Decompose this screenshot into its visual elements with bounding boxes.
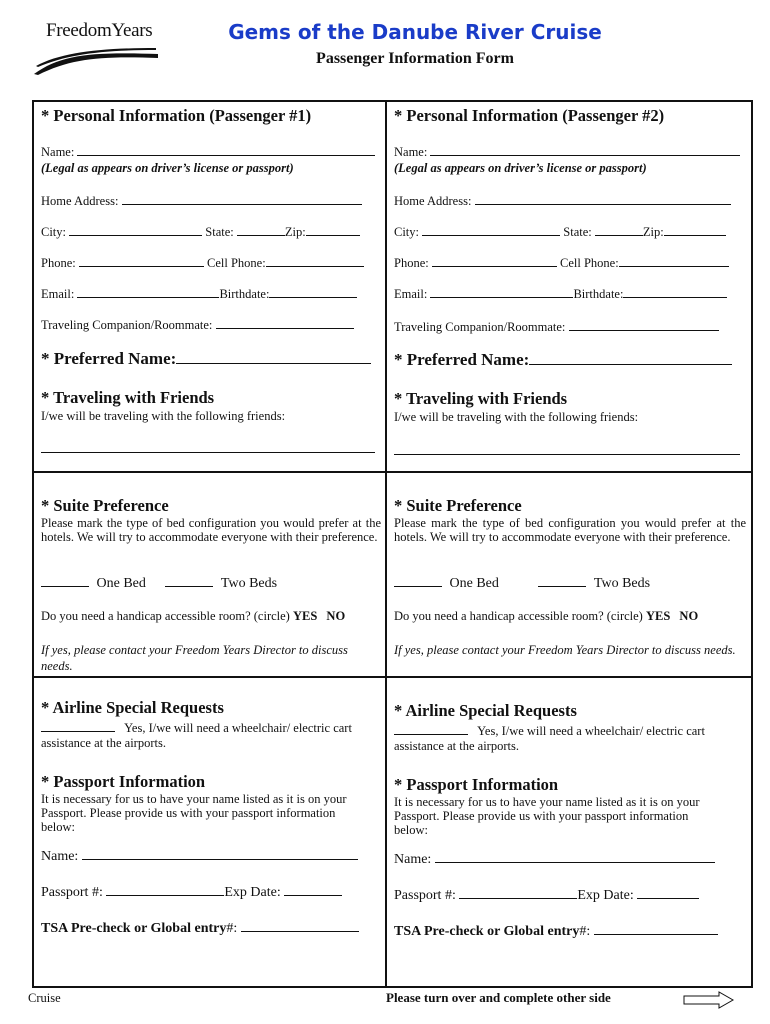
p1-no-option[interactable]: NO	[326, 609, 346, 623]
p1-bed-row	[41, 575, 277, 592]
one-bed-label: One Bed	[449, 576, 499, 591]
p2-yes-option[interactable]: YES	[645, 609, 671, 623]
logo-text: FreedomYears	[46, 20, 153, 41]
email-label: Email:	[394, 287, 428, 301]
p2-tsa-row	[394, 923, 718, 940]
p1-exp-field[interactable]	[284, 884, 342, 896]
cell-phone-label: Cell Phone:	[206, 256, 266, 270]
birthdate-label: Birthdate:	[219, 287, 270, 301]
phone-label: Phone:	[394, 256, 429, 270]
exp-date-label: Exp Date:	[577, 888, 634, 903]
p2-email-field[interactable]	[430, 286, 573, 298]
two-beds-label: Two Beds	[593, 576, 651, 591]
p1-handicap-row	[41, 609, 345, 624]
p2-name-row	[394, 144, 740, 160]
p2-name-field[interactable]	[430, 144, 740, 156]
passenger2-heading: * Personal Information (Passenger #2)	[394, 106, 665, 125]
wheelchair-text: Yes, I/we will need a wheelchair/ electric cart	[477, 724, 705, 738]
email-label: Email:	[41, 287, 75, 301]
wheelchair-text-2: assistance at the airports.	[41, 736, 166, 750]
state-label: State:	[205, 225, 234, 239]
p1-yes-option[interactable]: YES	[292, 609, 318, 623]
cell-phone-label: Cell Phone:	[559, 256, 619, 270]
p2-zip-field[interactable]	[664, 224, 726, 236]
legal-note: (Legal as appears on driver’s license or passport)	[41, 161, 294, 175]
friends-text: I/we will be traveling with the following friends:	[41, 409, 286, 423]
airline-heading: * Airline Special Requests	[41, 698, 224, 717]
p1-passport-row	[41, 884, 342, 901]
p2-passport-name-field[interactable]	[435, 851, 715, 863]
passport-name-label: Name:	[41, 849, 79, 864]
birthdate-label: Birthdate:	[573, 287, 624, 301]
p2-exp-field[interactable]	[637, 887, 699, 899]
p2-passport-row	[394, 887, 699, 904]
p1-phone-field[interactable]	[79, 255, 204, 267]
p1-preferred-name-row	[41, 349, 371, 369]
city-label: City:	[394, 225, 420, 239]
p1-name-row	[41, 144, 375, 160]
wheelchair-text-2: assistance at the airports.	[394, 739, 519, 753]
p1-wheelchair-field[interactable]	[41, 720, 115, 732]
section-divider-2	[32, 676, 753, 678]
p1-passport-name-row	[41, 848, 358, 865]
p1-companion-field[interactable]	[216, 317, 354, 329]
page-title: Gems of the Danube River Cruise	[228, 20, 602, 44]
footer-instruction: Please turn over and complete other side	[386, 990, 611, 1005]
p2-bed-row	[394, 575, 650, 592]
tsa-label: TSA Pre-check or Global entry	[394, 924, 580, 939]
home-address-label: Home Address:	[394, 194, 472, 208]
p1-wheelchair-row	[41, 720, 352, 735]
friends-heading: * Traveling with Friends	[394, 389, 568, 408]
passport-text: It is necessary for us to have your name listed as it is on your Passport. Please provide us with your passport information below:	[394, 795, 700, 837]
zip-label: Zip:	[642, 225, 664, 239]
p1-two-beds-field[interactable]	[165, 575, 213, 587]
companion-label: Traveling Companion/Roommate:	[394, 320, 566, 334]
p1-birthdate-field[interactable]	[269, 286, 357, 298]
p1-passport-field[interactable]	[106, 884, 224, 896]
state-label: State:	[563, 225, 592, 239]
name-label: Name:	[41, 145, 75, 159]
p2-companion-field[interactable]	[569, 319, 719, 331]
column-divider	[385, 100, 387, 988]
p2-friends-field[interactable]	[394, 454, 740, 455]
p2-handicap-row	[394, 609, 698, 624]
p2-passport-name-row	[394, 851, 715, 868]
suite-heading: * Suite Preference	[394, 496, 522, 515]
airline-heading: * Airline Special Requests	[394, 701, 577, 720]
p2-city-field[interactable]	[422, 224, 560, 236]
p2-no-option[interactable]: NO	[679, 609, 699, 623]
p2-address-row	[394, 193, 731, 209]
p1-tsa-field[interactable]	[241, 920, 359, 932]
passport-text: It is necessary for us to have your name listed as it is on your Passport. Please provide us with your passport information below:	[41, 792, 347, 834]
friends-heading: * Traveling with Friends	[41, 388, 215, 407]
suite-heading: * Suite Preference	[41, 496, 169, 515]
preferred-name-label: * Preferred Name:	[394, 350, 530, 369]
tsa-suffix: #:	[226, 921, 238, 936]
p2-city-row	[394, 224, 726, 240]
p1-city-row	[41, 224, 360, 240]
zip-label: Zip:	[284, 225, 306, 239]
phone-label: Phone:	[41, 256, 76, 270]
p1-cell-field[interactable]	[266, 255, 364, 267]
p2-preferred-name-row	[394, 350, 732, 370]
contact-note: If yes, please contact your Freedom Years Director to discuss needs.	[41, 643, 348, 673]
wheelchair-text: Yes, I/we will need a wheelchair/ electric cart	[124, 721, 352, 735]
p1-friends-field[interactable]	[41, 452, 375, 453]
exp-date-label: Exp Date:	[224, 885, 281, 900]
p2-wheelchair-field[interactable]	[394, 723, 468, 735]
p2-companion-row	[394, 319, 719, 335]
p2-one-bed-field[interactable]	[394, 575, 442, 587]
suite-text: Please mark the type of bed configuration you would prefer at the hotels. We will try to accommodate everyone with their preference.	[394, 516, 746, 544]
city-label: City:	[41, 225, 67, 239]
p2-preferred-name-field[interactable]	[529, 350, 732, 365]
p2-birthdate-field[interactable]	[623, 286, 727, 298]
p2-phone-row	[394, 255, 729, 271]
handicap-question: Do you need a handicap accessible room? (circle)	[394, 609, 643, 623]
p1-address-field[interactable]	[122, 193, 362, 205]
p2-passport-field[interactable]	[459, 887, 577, 899]
p2-phone-field[interactable]	[432, 255, 557, 267]
section-divider-1	[32, 471, 753, 473]
legal-note: (Legal as appears on driver’s license or passport)	[394, 161, 647, 175]
footer-left-label: Cruise	[28, 991, 61, 1005]
p2-wheelchair-row	[394, 723, 705, 738]
p1-state-field[interactable]	[237, 224, 285, 236]
passenger1-heading: * Personal Information (Passenger #1)	[41, 106, 312, 125]
p1-city-field[interactable]	[69, 224, 202, 236]
preferred-name-label: * Preferred Name:	[41, 349, 177, 368]
companion-label: Traveling Companion/Roommate:	[41, 318, 213, 332]
p1-name-field[interactable]	[77, 144, 375, 156]
passport-heading: * Passport Information	[394, 775, 559, 794]
p1-email-row	[41, 286, 357, 302]
p2-tsa-field[interactable]	[594, 923, 718, 935]
p2-two-beds-field[interactable]	[538, 575, 586, 587]
friends-text: I/we will be traveling with the following friends:	[394, 410, 639, 424]
home-address-label: Home Address:	[41, 194, 119, 208]
p1-email-field[interactable]	[77, 286, 219, 298]
one-bed-label: One Bed	[96, 576, 146, 591]
p2-address-field[interactable]	[475, 193, 731, 205]
p1-zip-field[interactable]	[306, 224, 360, 236]
passport-heading: * Passport Information	[41, 772, 206, 791]
passport-number-label: Passport #:	[41, 885, 103, 900]
p1-phone-row	[41, 255, 364, 271]
p2-state-field[interactable]	[595, 224, 643, 236]
right-arrow-icon	[683, 990, 735, 1010]
name-label: Name:	[394, 145, 428, 159]
suite-text: Please mark the type of bed configuration you would prefer at the hotels. We will try to accommodate everyone with their preference.	[41, 516, 381, 544]
passport-name-label: Name:	[394, 852, 432, 867]
p1-address-row	[41, 193, 362, 209]
handicap-question: Do you need a handicap accessible room? (circle)	[41, 609, 290, 623]
p1-companion-row	[41, 317, 354, 333]
p2-cell-field[interactable]	[619, 255, 729, 267]
p1-one-bed-field[interactable]	[41, 575, 89, 587]
p1-preferred-name-field[interactable]	[176, 349, 371, 364]
page-subtitle: Passenger Information Form	[316, 50, 514, 67]
passport-number-label: Passport #:	[394, 888, 456, 903]
contact-note: If yes, please contact your Freedom Years Director to discuss needs.	[394, 643, 736, 657]
p1-passport-name-field[interactable]	[82, 848, 358, 860]
p2-email-row	[394, 286, 727, 302]
two-beds-label: Two Beds	[220, 576, 278, 591]
tsa-label: TSA Pre-check or Global entry	[41, 921, 227, 936]
p1-tsa-row	[41, 920, 359, 937]
tsa-suffix: #:	[579, 924, 591, 939]
